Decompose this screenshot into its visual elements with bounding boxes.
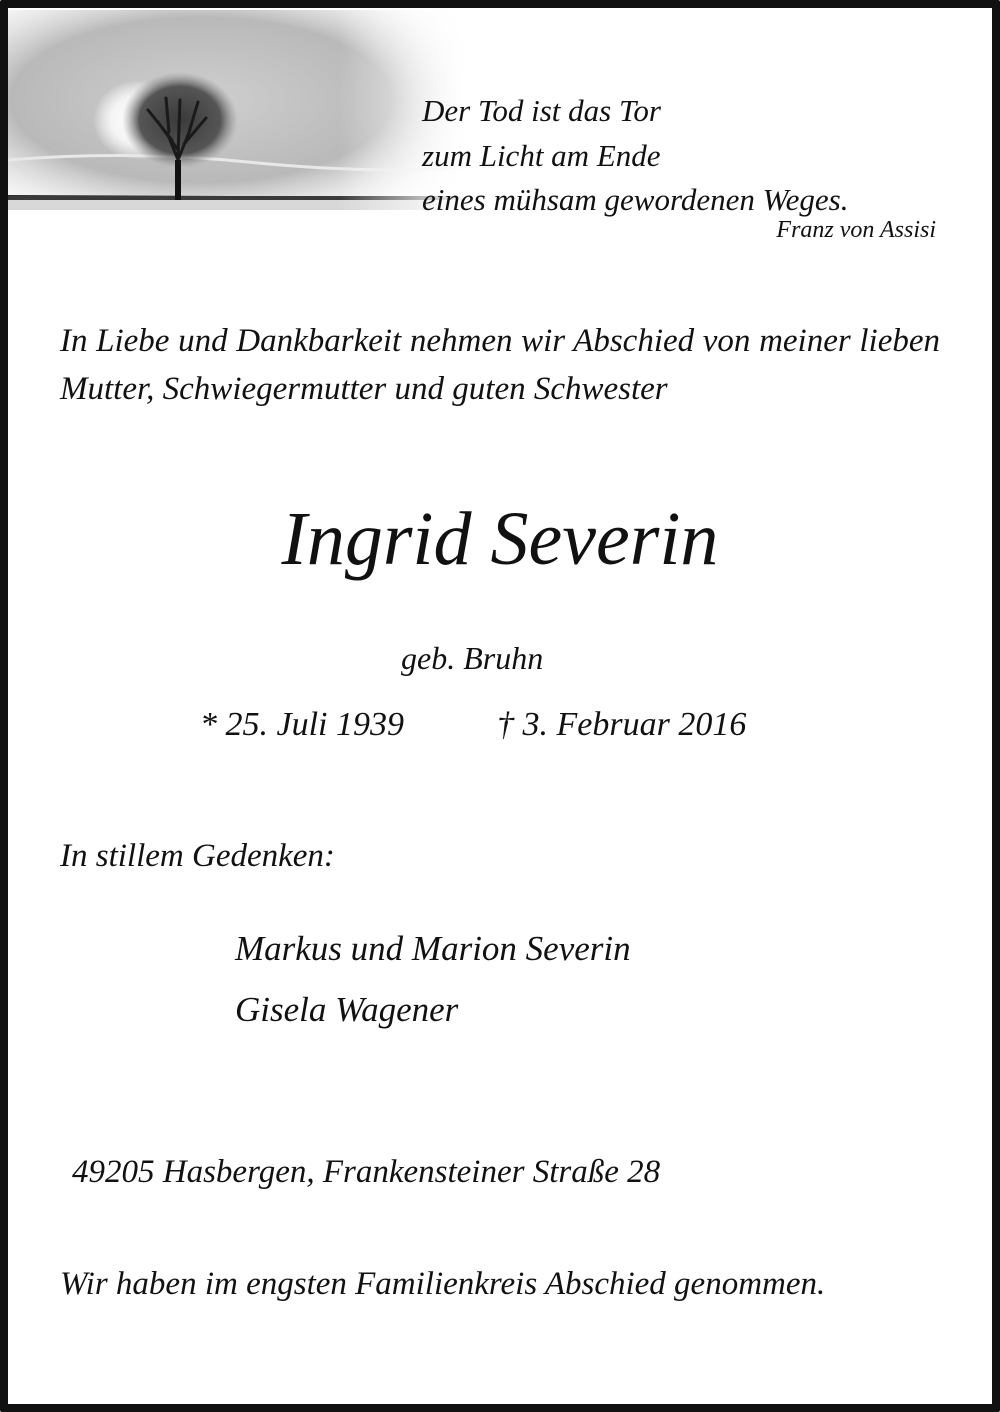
birth-date: * 25. Juli 1939 [200,706,404,743]
death-date: † 3. Februar 2016 [497,706,747,743]
quote-author: Franz von Assisi [776,217,936,243]
tree-silhouette-icon [8,10,468,210]
quote-line: zum Licht am Ende [422,138,661,173]
quote-line: eines mühsam gewordenen Weges. [422,182,849,217]
closing-text: Wir haben im engsten Familienkreis Abschied genommen. [60,1266,826,1302]
mourner-name: Gisela Wagener [235,990,459,1029]
address: 49205 Hasbergen, Frankensteiner Straße 28 [72,1154,661,1190]
birth-name: geb. Bruhn [401,640,544,676]
deceased-name: Ingrid Severin [281,497,719,581]
intro-text: In Liebe und Dankbarkeit nehmen wir Abschied von meiner lieben Mutter, Schwiegermutter und guten Schwester [60,323,940,407]
mourner-name: Markus und Marion Severin [235,929,631,968]
remembrance-label: In stillem Gedenken: [60,838,335,874]
quote-line: Der Tod ist das Tor [422,93,661,128]
